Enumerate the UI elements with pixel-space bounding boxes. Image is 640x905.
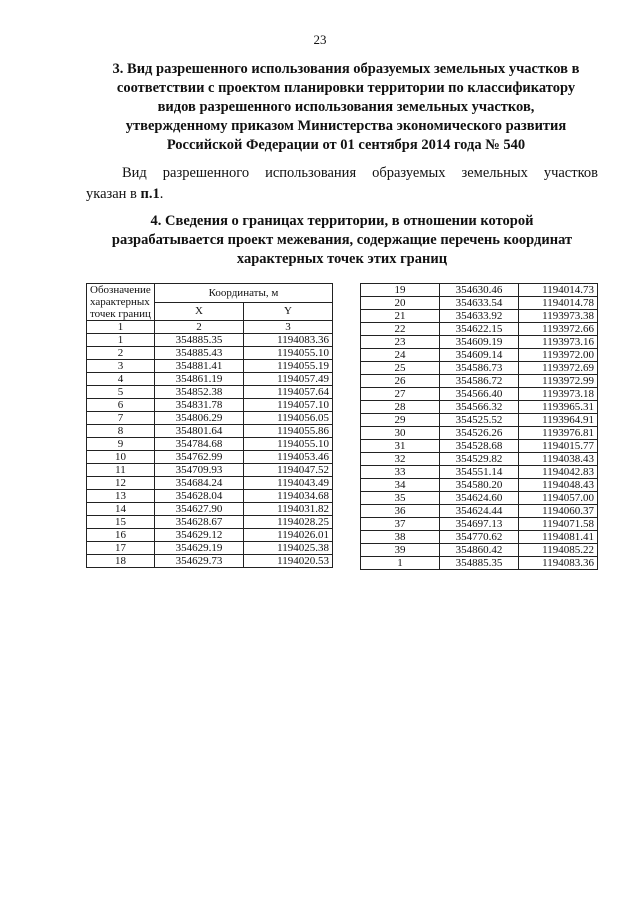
y-coordinate-cell: 1194048.43 — [519, 479, 598, 492]
table-row — [87, 516, 333, 529]
y-coordinate-cell: 1193973.16 — [519, 336, 598, 349]
section-3-heading-line: утвержденному приказом Министерства экономического развития — [125, 118, 567, 134]
y-coordinate-cell: 1194057.10 — [243, 399, 332, 412]
point-number-cell: 21 — [361, 310, 440, 323]
point-number-cell: 33 — [361, 466, 440, 479]
point-number-cell: 13 — [87, 490, 155, 503]
x-coordinate-cell: 354628.67 — [154, 516, 243, 529]
point-number-cell: 10 — [87, 451, 155, 464]
y-coordinate-cell: 1193965.31 — [519, 401, 598, 414]
point-number-cell: 27 — [361, 388, 440, 401]
point-number-cell: 7 — [87, 412, 155, 425]
table-row — [87, 542, 333, 555]
point-number-cell: 29 — [361, 414, 440, 427]
point-number-cell: 39 — [361, 544, 440, 557]
point-number-cell: 37 — [361, 518, 440, 531]
point-number-cell: 8 — [87, 425, 155, 438]
table-row — [361, 414, 598, 427]
table-row — [87, 438, 333, 451]
coordinates-table-left — [86, 283, 333, 568]
y-coordinate-cell: 1193964.91 — [519, 414, 598, 427]
point-number-cell: 38 — [361, 531, 440, 544]
y-coordinate-cell: 1194031.82 — [243, 503, 332, 516]
y-coordinate-cell: 1193976.81 — [519, 427, 598, 440]
table-row — [87, 399, 333, 412]
y-coordinate-cell: 1194026.01 — [243, 529, 332, 542]
table-row — [87, 477, 333, 490]
x-coordinate-cell: 354551.14 — [440, 466, 519, 479]
column-index: 3 — [243, 321, 332, 334]
table-row — [361, 492, 598, 505]
x-coordinate-cell: 354526.26 — [440, 427, 519, 440]
section-4-heading-line: 4. Сведения о границах территории, в отношении которой — [150, 213, 534, 229]
y-coordinate-cell: 1193973.38 — [519, 310, 598, 323]
point-number-cell: 26 — [361, 375, 440, 388]
table-row — [87, 412, 333, 425]
y-coordinate-cell: 1194056.05 — [243, 412, 332, 425]
x-coordinate-cell: 354629.19 — [154, 542, 243, 555]
x-coordinate-cell: 354627.90 — [154, 503, 243, 516]
table-row — [361, 466, 598, 479]
table-row — [361, 310, 598, 323]
table-row — [361, 427, 598, 440]
point-number-cell: 12 — [87, 477, 155, 490]
point-number-cell: 16 — [87, 529, 155, 542]
column-index: 1 — [87, 321, 155, 334]
y-coordinate-cell: 1193972.69 — [519, 362, 598, 375]
point-number-cell: 1 — [361, 557, 440, 570]
y-coordinate-cell: 1193972.00 — [519, 349, 598, 362]
x-coordinate-cell: 354624.60 — [440, 492, 519, 505]
table-row — [361, 531, 598, 544]
table-row — [361, 453, 598, 466]
point-number-cell: 32 — [361, 453, 440, 466]
table-row — [361, 518, 598, 531]
x-coordinate-cell: 354885.43 — [154, 347, 243, 360]
paragraph-line — [86, 184, 598, 205]
x-coordinate-cell: 354566.40 — [440, 388, 519, 401]
y-coordinate-cell: 1194083.36 — [243, 334, 332, 347]
x-coordinate-cell: 354628.04 — [154, 490, 243, 503]
table-row — [361, 479, 598, 492]
point-number-cell: 3 — [87, 360, 155, 373]
point-number-cell: 15 — [87, 516, 155, 529]
section-3-heading-line: видов разрешенного использования земельных участков, — [157, 99, 535, 115]
y-coordinate-cell: 1194081.41 — [519, 531, 598, 544]
point-number-cell: 14 — [87, 503, 155, 516]
point-number-cell: 20 — [361, 297, 440, 310]
x-coordinate-cell: 354633.54 — [440, 297, 519, 310]
x-coordinate-cell: 354622.15 — [440, 323, 519, 336]
table-row — [87, 347, 333, 360]
x-coordinate-cell: 354624.44 — [440, 505, 519, 518]
section-4-heading-line: характерных точек этих границ — [236, 251, 448, 267]
header-y: Y — [243, 302, 332, 321]
y-coordinate-cell: 1194083.36 — [519, 557, 598, 570]
section-3-paragraph — [86, 163, 598, 205]
x-coordinate-cell: 354784.68 — [154, 438, 243, 451]
y-coordinate-cell: 1194014.73 — [519, 284, 598, 297]
section-3-heading-line: 3. Вид разрешенного использования образуемых земельных участков в — [112, 61, 580, 77]
point-number-cell: 31 — [361, 440, 440, 453]
table-row — [361, 440, 598, 453]
x-coordinate-cell: 354529.82 — [440, 453, 519, 466]
x-coordinate-cell: 354806.29 — [154, 412, 243, 425]
x-coordinate-cell: 354801.64 — [154, 425, 243, 438]
y-coordinate-cell: 1194020.53 — [243, 555, 332, 568]
point-number-cell: 18 — [87, 555, 155, 568]
point-number-cell: 28 — [361, 401, 440, 414]
header-point-label-line: точек границ — [90, 308, 151, 320]
table-row — [87, 360, 333, 373]
table-row — [87, 529, 333, 542]
x-coordinate-cell: 354609.14 — [440, 349, 519, 362]
point-number-cell: 34 — [361, 479, 440, 492]
section-3-heading-line: соответствии с проектом планировки территории по классификатору — [116, 80, 576, 96]
table-row — [87, 490, 333, 503]
y-coordinate-cell: 1194055.10 — [243, 438, 332, 451]
x-coordinate-cell: 354630.46 — [440, 284, 519, 297]
y-coordinate-cell: 1194034.68 — [243, 490, 332, 503]
point-number-cell: 24 — [361, 349, 440, 362]
point-number-cell: 2 — [87, 347, 155, 360]
x-coordinate-cell: 354762.99 — [154, 451, 243, 464]
y-coordinate-cell: 1194060.37 — [519, 505, 598, 518]
header-coordinates: Координаты, м — [154, 284, 332, 303]
point-number-cell: 11 — [87, 464, 155, 477]
y-coordinate-cell: 1194038.43 — [519, 453, 598, 466]
section-3-heading-line: Российской Федерации от 01 сентября 2014 года № 540 — [166, 137, 526, 153]
header-point-label-line: Обозначение — [90, 284, 151, 296]
table-row — [361, 544, 598, 557]
table-row — [87, 334, 333, 347]
header-point-label — [87, 284, 155, 321]
x-coordinate-cell: 354881.41 — [154, 360, 243, 373]
header-point-label-line: характерных — [90, 296, 150, 308]
paragraph-text: . — [159, 186, 164, 202]
table-row — [87, 451, 333, 464]
y-coordinate-cell: 1194085.22 — [519, 544, 598, 557]
x-coordinate-cell: 354580.20 — [440, 479, 519, 492]
table-row — [361, 401, 598, 414]
y-coordinate-cell: 1194055.86 — [243, 425, 332, 438]
point-number-cell: 4 — [87, 373, 155, 386]
table-row — [87, 555, 333, 568]
x-coordinate-cell: 354525.52 — [440, 414, 519, 427]
x-coordinate-cell: 354629.73 — [154, 555, 243, 568]
column-index: 2 — [154, 321, 243, 334]
x-coordinate-cell: 354586.72 — [440, 375, 519, 388]
table-row — [87, 503, 333, 516]
table-row — [361, 557, 598, 570]
table-row — [87, 425, 333, 438]
y-coordinate-cell: 1194055.10 — [243, 347, 332, 360]
table-row — [361, 349, 598, 362]
table-row — [87, 386, 333, 399]
header-x: X — [154, 302, 243, 321]
x-coordinate-cell: 354609.19 — [440, 336, 519, 349]
x-coordinate-cell: 354629.12 — [154, 529, 243, 542]
y-coordinate-cell: 1194028.25 — [243, 516, 332, 529]
x-coordinate-cell: 354860.42 — [440, 544, 519, 557]
point-number-cell: 19 — [361, 284, 440, 297]
table-row — [87, 464, 333, 477]
table-row — [361, 323, 598, 336]
table-row — [361, 362, 598, 375]
x-coordinate-cell: 354697.13 — [440, 518, 519, 531]
point-number-cell: 6 — [87, 399, 155, 412]
x-coordinate-cell: 354566.32 — [440, 401, 519, 414]
table-row — [361, 284, 598, 297]
x-coordinate-cell: 354861.19 — [154, 373, 243, 386]
x-coordinate-cell: 354709.93 — [154, 464, 243, 477]
coordinates-table-right — [360, 283, 598, 570]
y-coordinate-cell: 1194053.46 — [243, 451, 332, 464]
table-row — [361, 375, 598, 388]
point-number-cell: 25 — [361, 362, 440, 375]
x-coordinate-cell: 354852.38 — [154, 386, 243, 399]
point-number-cell: 5 — [87, 386, 155, 399]
y-coordinate-cell: 1194057.00 — [519, 492, 598, 505]
y-coordinate-cell: 1193973.18 — [519, 388, 598, 401]
y-coordinate-cell: 1193972.66 — [519, 323, 598, 336]
x-coordinate-cell: 354684.24 — [154, 477, 243, 490]
table-row — [361, 505, 598, 518]
y-coordinate-cell: 1194071.58 — [519, 518, 598, 531]
section-4-heading-line: разрабатывается проект межевания, содержащие перечень координат — [111, 232, 573, 248]
y-coordinate-cell: 1193972.99 — [519, 375, 598, 388]
y-coordinate-cell: 1194047.52 — [243, 464, 332, 477]
point-number-cell: 30 — [361, 427, 440, 440]
point-number-cell: 35 — [361, 492, 440, 505]
x-coordinate-cell: 354528.68 — [440, 440, 519, 453]
point-number-cell: 17 — [87, 542, 155, 555]
paragraph-text: указан в — [86, 186, 141, 202]
y-coordinate-cell: 1194042.83 — [519, 466, 598, 479]
y-coordinate-cell: 1194025.38 — [243, 542, 332, 555]
y-coordinate-cell: 1194014.78 — [519, 297, 598, 310]
paragraph-line: Вид разрешенного использования образуемых земельных участков — [122, 165, 598, 181]
x-coordinate-cell: 354586.73 — [440, 362, 519, 375]
x-coordinate-cell: 354831.78 — [154, 399, 243, 412]
table-row — [87, 373, 333, 386]
section-3-heading — [86, 60, 606, 155]
x-coordinate-cell: 354885.35 — [440, 557, 519, 570]
table-row — [361, 388, 598, 401]
point-number-cell: 1 — [87, 334, 155, 347]
table-row — [361, 336, 598, 349]
x-coordinate-cell: 354633.92 — [440, 310, 519, 323]
y-coordinate-cell: 1194057.49 — [243, 373, 332, 386]
point-number-cell: 9 — [87, 438, 155, 451]
y-coordinate-cell: 1194015.77 — [519, 440, 598, 453]
x-coordinate-cell: 354885.35 — [154, 334, 243, 347]
point-number-cell: 36 — [361, 505, 440, 518]
paragraph-reference: п.1 — [140, 186, 160, 202]
page-number: 23 — [313, 32, 327, 47]
point-number-cell: 22 — [361, 323, 440, 336]
section-4-heading — [86, 212, 598, 269]
x-coordinate-cell: 354770.62 — [440, 531, 519, 544]
table-row — [361, 297, 598, 310]
y-coordinate-cell: 1194043.49 — [243, 477, 332, 490]
point-number-cell: 23 — [361, 336, 440, 349]
y-coordinate-cell: 1194057.64 — [243, 386, 332, 399]
y-coordinate-cell: 1194055.19 — [243, 360, 332, 373]
